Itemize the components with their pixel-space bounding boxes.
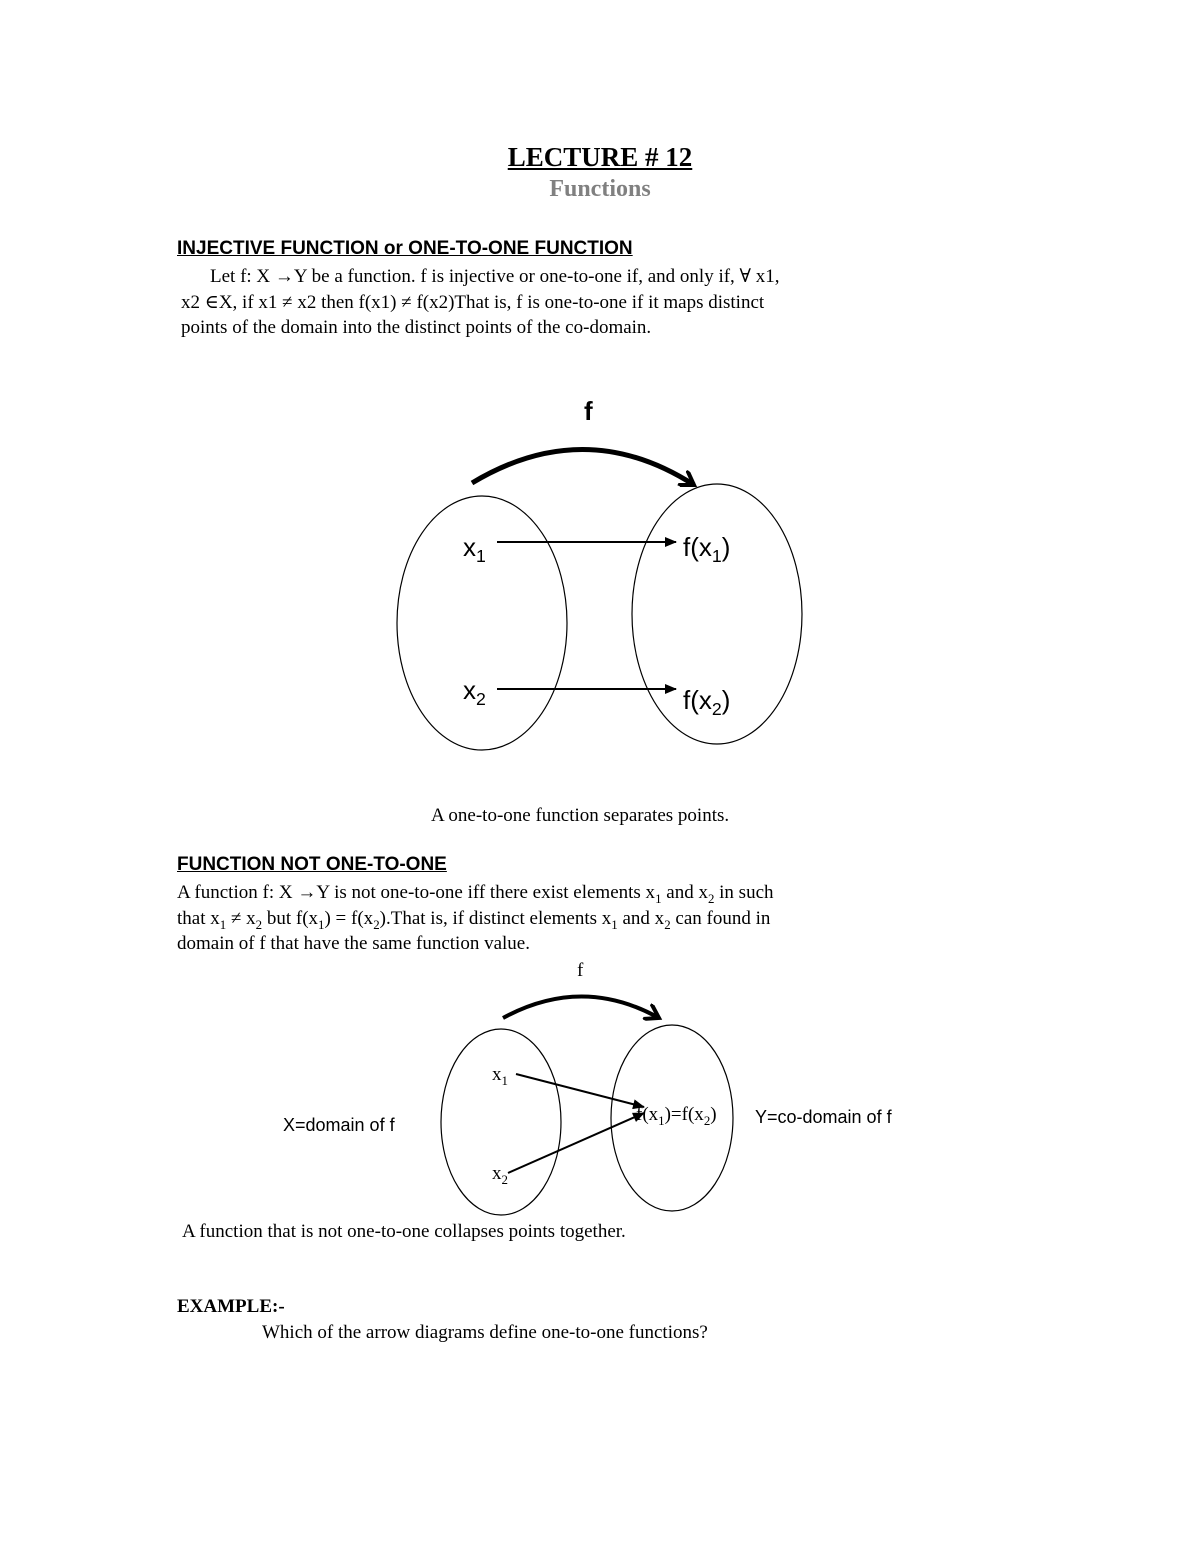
injective-def-line1: Let f: X →Y be a function. f is injective or one-to-one if, and only if, ∀ x1, bbox=[210, 266, 780, 287]
injective-heading: INJECTIVE FUNCTION or ONE-TO-ONE FUNCTION bbox=[177, 238, 633, 259]
injective-diagram bbox=[397, 449, 802, 750]
domain-label: X=domain of f bbox=[283, 1115, 395, 1135]
x1-label-2: $x_1$ bbox=[492, 1064, 508, 1088]
lecture-title: LECTURE # 12 bbox=[507, 142, 693, 172]
x2-label: $x_2$ bbox=[463, 675, 486, 710]
fx1-label: $f(x_1)$ bbox=[683, 532, 731, 567]
arrow-x1-to-image bbox=[516, 1074, 644, 1107]
x1-label: $x_1$ bbox=[463, 532, 486, 567]
injective-def-line3: points of the domain into the distinct points of the co-domain. bbox=[181, 317, 652, 338]
collapsed-image-label: $f(x_1)=f(x_2)$ bbox=[636, 1104, 717, 1128]
injective-def-line2: x2 ∈X, if x1 ≠ x2 then f(x1) ≠ f(x2)That is, f is one-to-one if it maps distinct bbox=[181, 292, 765, 313]
codomain-label: Y=co-domain of f bbox=[755, 1107, 892, 1127]
f-label: f bbox=[584, 396, 593, 426]
not-injective-line1: A function f: X →Y is not one-to-one iff there exist elements $x_1$ and $x_2$ in such bbox=[177, 882, 774, 906]
f-label-2: f bbox=[577, 960, 584, 981]
example-heading: EXAMPLE:- bbox=[177, 1296, 285, 1317]
f-curve-arrow bbox=[472, 449, 694, 485]
not-injective-line2: that $x_1 \ne x_2$ but $f(x_1)$ = $f(x_2).That$ is, if distinct elements $x_1$ and $x_2$ can found in bbox=[177, 908, 771, 932]
fx2-label: $f(x_2)$ bbox=[683, 685, 731, 720]
lecture-subtitle: Functions bbox=[549, 176, 651, 202]
x2-label-2: $x_2$ bbox=[492, 1163, 508, 1187]
not-injective-caption: A function that is not one-to-one collapses points together. bbox=[182, 1221, 626, 1242]
injective-caption: A one-to-one function separates points. bbox=[431, 805, 730, 826]
not-injective-heading: FUNCTION NOT ONE-TO-ONE bbox=[177, 854, 447, 875]
f-curve-arrow-2 bbox=[503, 997, 659, 1019]
arrow-x2-to-image bbox=[508, 1113, 644, 1173]
example-question: Which of the arrow diagrams define one-to-one functions? bbox=[262, 1322, 708, 1343]
not-injective-line3: domain of f that have the same function value. bbox=[177, 933, 530, 954]
